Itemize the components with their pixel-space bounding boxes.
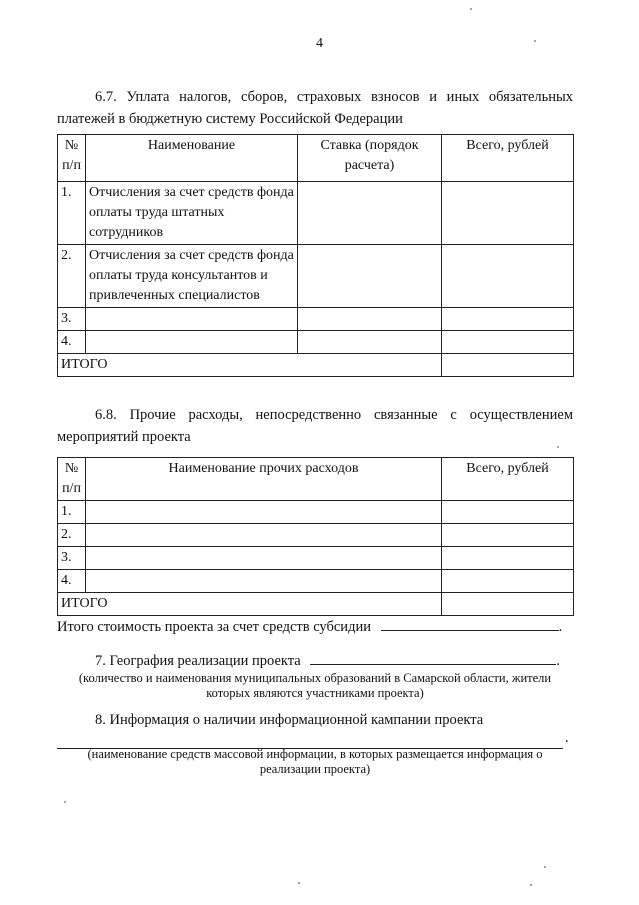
row-name: Отчисления за счет средств фонда оплаты труда штатных сотрудников	[86, 182, 298, 245]
col-total-header: Всего, рублей	[442, 458, 574, 501]
info-campaign-label: 8. Информация о наличии информационной кампании проекта	[95, 712, 484, 728]
table-row	[58, 570, 574, 593]
geography-note: (количество и наименования муниципальных образований в Самарской области, жители которых являются участниками проекта)	[78, 671, 552, 700]
col-number-header: № п/п	[58, 135, 86, 182]
table-row	[58, 501, 574, 524]
total-value	[442, 354, 574, 377]
geography-blank[interactable]	[310, 650, 556, 665]
scan-speck	[557, 446, 559, 448]
row-total	[442, 308, 574, 331]
table-row	[58, 331, 574, 354]
row-total	[442, 331, 574, 354]
total-cost-blank[interactable]	[381, 616, 559, 631]
row-name	[86, 308, 298, 331]
table-row	[58, 308, 574, 331]
total-label: ИТОГО	[58, 354, 442, 377]
scan-speck	[534, 40, 536, 42]
scan-speck	[470, 8, 472, 10]
page-number: 4	[316, 36, 323, 51]
row-number: 1.	[58, 182, 86, 245]
row-name: Отчисления за счет средств фонда оплаты труда консультантов и привлеченных специалистов	[86, 245, 298, 308]
col-total-header: Всего, рублей	[442, 135, 574, 182]
table-row	[58, 182, 574, 245]
scan-speck	[298, 882, 300, 884]
scan-speck	[64, 801, 66, 803]
table-row	[58, 245, 574, 308]
taxes-table	[57, 134, 574, 377]
row-rate	[298, 308, 442, 331]
row-number: 2.	[58, 524, 86, 547]
row-rate	[298, 245, 442, 308]
total-cost-line	[57, 616, 573, 638]
col-name-header: Наименование	[86, 135, 298, 182]
row-number: 3.	[58, 308, 86, 331]
row-total	[442, 182, 574, 245]
row-total	[442, 245, 574, 308]
section-6-7-heading: 6.7. Уплата налогов, сборов, страховых взносов и иных обязательных платежей в бюджетную систему Российской Федерации	[57, 89, 573, 127]
total-cost-label: Итого стоимость проекта за счет средств субсидии	[57, 619, 371, 635]
total-cost-period: .	[558, 619, 563, 635]
total-row	[58, 593, 574, 616]
row-name	[86, 547, 442, 570]
section-6-8-heading: 6.8. Прочие расходы, непосредственно связанные с осуществлением мероприятий проекта	[57, 407, 573, 445]
row-number: 4.	[58, 570, 86, 593]
info-campaign-period: .	[565, 730, 569, 746]
col-number-header: № п/п	[58, 458, 86, 501]
col-rate-header: Ставка (порядок расчета)	[298, 135, 442, 182]
other-expenses-table	[57, 457, 574, 616]
row-total	[442, 570, 574, 593]
row-number: 2.	[58, 245, 86, 308]
geography-line	[95, 650, 573, 672]
table-row	[58, 524, 574, 547]
info-campaign-line	[95, 709, 573, 731]
table-row	[58, 547, 574, 570]
row-name	[86, 570, 442, 593]
geography-period: .	[556, 653, 560, 669]
row-name	[86, 331, 298, 354]
row-rate	[298, 331, 442, 354]
info-campaign-note: (наименование средств массовой информации, в которых размещается информация о реализации проекта)	[87, 747, 543, 776]
total-value	[442, 593, 574, 616]
row-rate	[298, 182, 442, 245]
row-name	[86, 501, 442, 524]
col-name-header: Наименование прочих расходов	[86, 458, 442, 501]
row-number: 1.	[58, 501, 86, 524]
total-row	[58, 354, 574, 377]
row-number: 3.	[58, 547, 86, 570]
row-number: 4.	[58, 331, 86, 354]
scan-speck	[544, 866, 546, 868]
row-total	[442, 501, 574, 524]
geography-label: 7. География реализации проекта	[95, 653, 301, 669]
row-total	[442, 547, 574, 570]
total-label: ИТОГО	[58, 593, 442, 616]
row-total	[442, 524, 574, 547]
row-name	[86, 524, 442, 547]
scan-speck	[530, 884, 532, 886]
other-expenses-header	[58, 458, 574, 501]
taxes-table-header	[58, 135, 574, 182]
